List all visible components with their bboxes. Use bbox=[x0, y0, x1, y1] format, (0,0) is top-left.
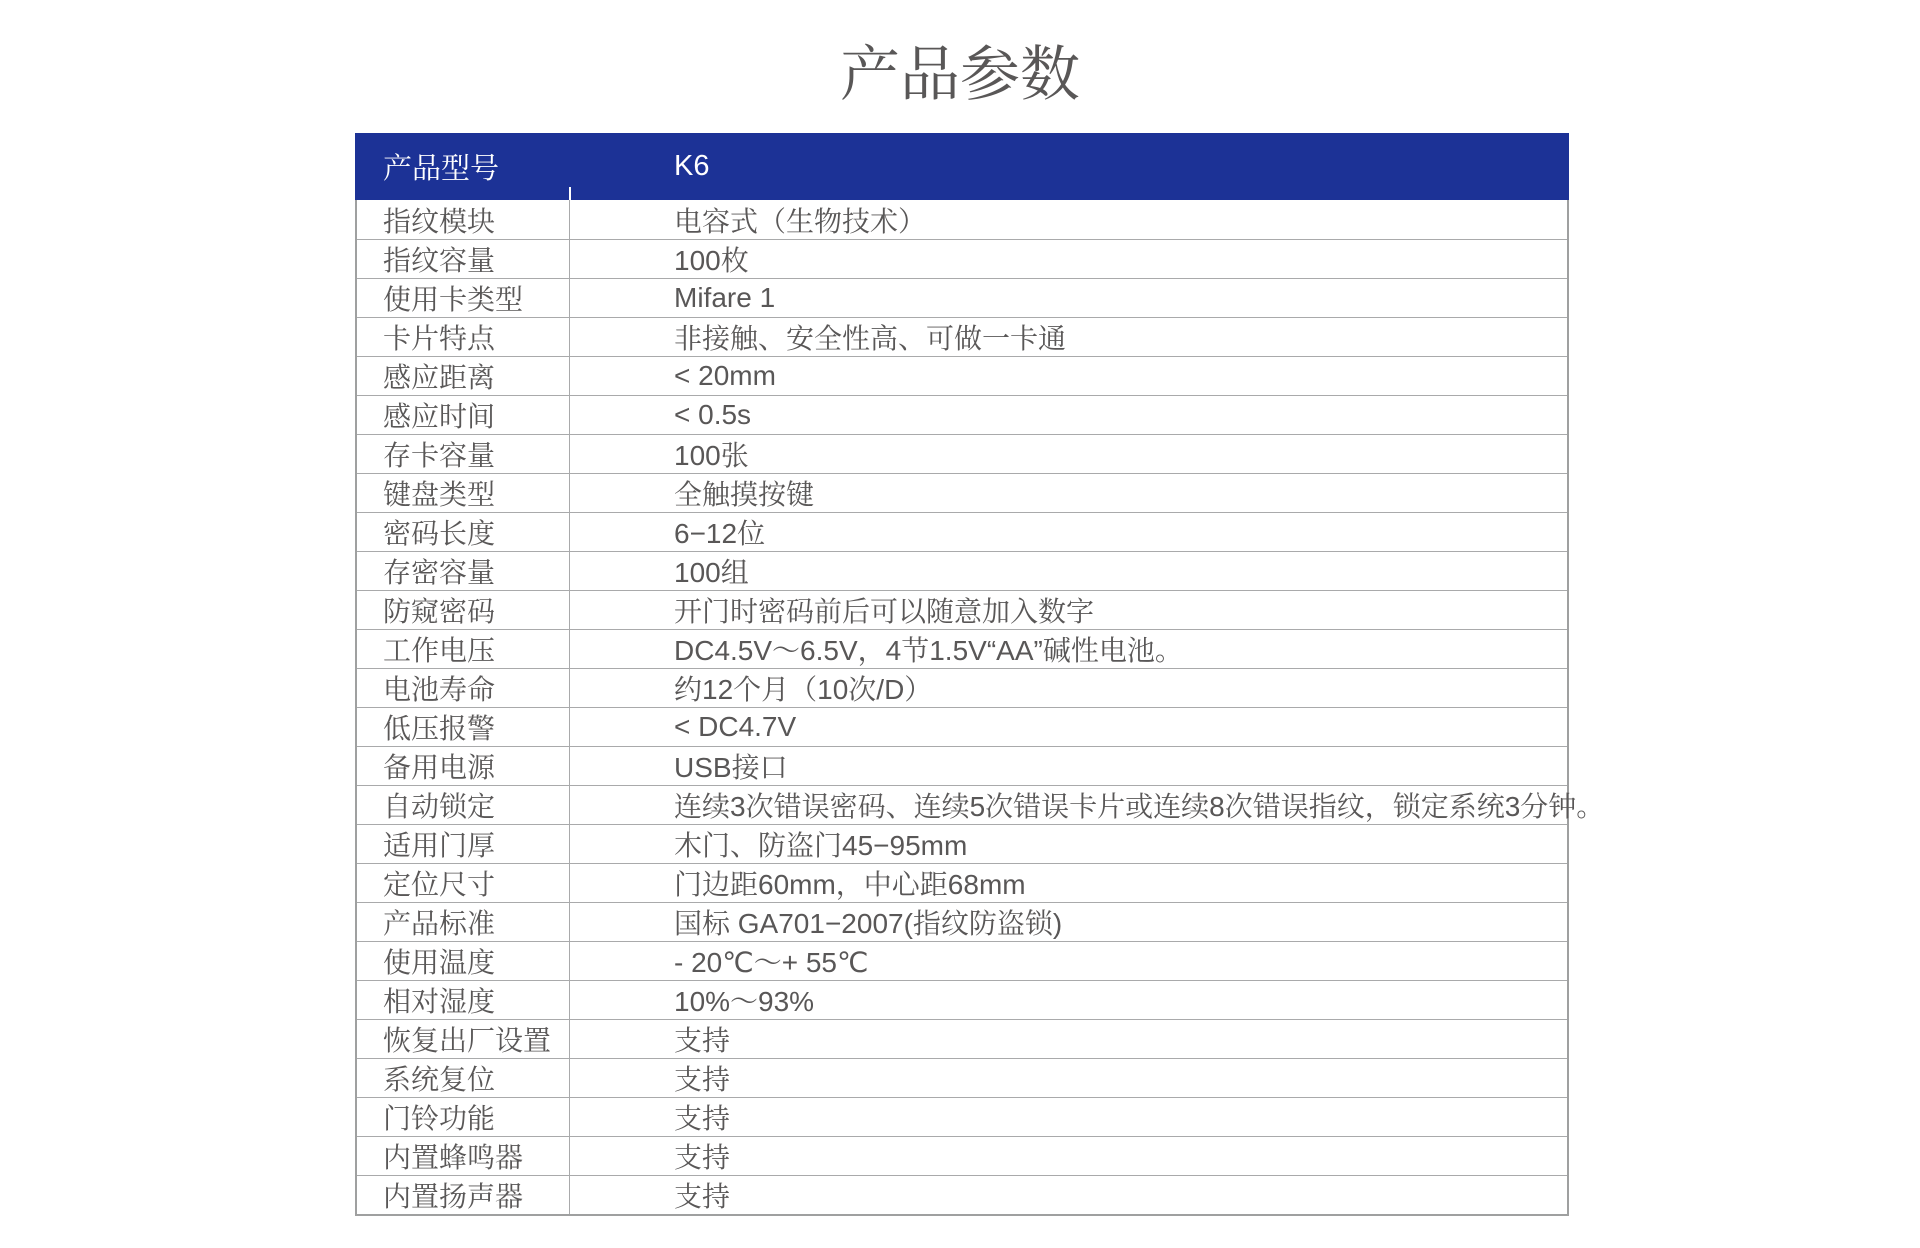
table-row bbox=[357, 668, 1567, 707]
table-row bbox=[357, 824, 1567, 863]
table-row bbox=[357, 1058, 1567, 1097]
spec-value-cell: USB接口 bbox=[674, 752, 788, 783]
spec-name-cell: 备用电源 bbox=[357, 747, 570, 785]
spec-name-cell: 电池寿命 bbox=[357, 669, 570, 707]
spec-name-cell: 自动锁定 bbox=[357, 786, 570, 824]
spec-table-body bbox=[355, 200, 1605, 1216]
table-row bbox=[357, 278, 1567, 317]
table-row bbox=[357, 707, 1567, 746]
table-row bbox=[357, 512, 1567, 551]
spec-value-cell: 木门、防盗门45−95mm bbox=[674, 830, 968, 861]
spec-table bbox=[355, 133, 1605, 1216]
table-row bbox=[357, 1136, 1567, 1175]
spec-name-cell: 感应时间 bbox=[357, 396, 570, 434]
table-row bbox=[357, 200, 1567, 239]
spec-value-cell: - 20℃～+ 55℃ bbox=[674, 947, 869, 978]
spec-name-cell: 适用门厚 bbox=[357, 825, 570, 863]
spec-name-cell: 存卡容量 bbox=[357, 435, 570, 473]
spec-value-cell: < 20mm bbox=[674, 360, 776, 391]
table-row bbox=[357, 785, 1605, 824]
table-row bbox=[357, 902, 1567, 941]
spec-value-cell: Mifare 1 bbox=[674, 282, 776, 313]
spec-value-cell: 电容式（生物技术） bbox=[674, 205, 927, 237]
spec-value-cell: 全触摸按键 bbox=[674, 479, 815, 510]
table-row bbox=[357, 590, 1567, 629]
spec-value-cell: 非接触、安全性高、可做一卡通 bbox=[674, 323, 1067, 354]
spec-name-cell: 指纹模块 bbox=[357, 200, 570, 239]
spec-value-cell: DC4.5V～6.5V，4节1.5V“AA”碱性电池。 bbox=[674, 635, 1183, 666]
table-row bbox=[357, 317, 1567, 356]
product-model-label: 产品型号 bbox=[383, 153, 500, 185]
table-row bbox=[357, 863, 1567, 902]
table-row bbox=[357, 1097, 1567, 1136]
spec-value-cell: 100组 bbox=[674, 557, 749, 588]
product-model-value: K6 bbox=[674, 150, 710, 182]
table-row bbox=[357, 434, 1567, 473]
spec-value-cell: 国标 GA701−2007(指纹防盗锁) bbox=[674, 908, 1063, 939]
page-title: 产品参数 bbox=[840, 41, 1080, 108]
spec-value-cell: < DC4.7V bbox=[674, 711, 797, 742]
spec-value-cell: 门边距60mm，中心距68mm bbox=[674, 869, 1026, 900]
spec-name-cell: 定位尺寸 bbox=[357, 864, 570, 902]
spec-name-cell: 存密容量 bbox=[357, 552, 570, 590]
spec-value-cell: 支持 bbox=[674, 1103, 731, 1134]
spec-name-cell: 内置蜂鸣器 bbox=[357, 1137, 570, 1175]
spec-name-cell: 键盘类型 bbox=[357, 474, 570, 512]
spec-name-cell: 内置扬声器 bbox=[357, 1176, 570, 1214]
table-row bbox=[357, 746, 1567, 785]
spec-name-cell: 感应距离 bbox=[357, 357, 570, 395]
spec-name-cell: 产品标准 bbox=[357, 903, 570, 941]
table-row bbox=[357, 239, 1567, 278]
table-row bbox=[357, 1175, 1567, 1214]
spec-value-cell: 开门时密码前后可以随意加入数字 bbox=[674, 596, 1095, 627]
table-row bbox=[357, 1019, 1567, 1058]
spec-name-cell: 使用卡类型 bbox=[357, 279, 570, 317]
spec-name-cell: 卡片特点 bbox=[357, 318, 570, 356]
spec-name-cell: 相对湿度 bbox=[357, 981, 570, 1019]
table-row bbox=[357, 473, 1567, 512]
spec-name-cell: 使用温度 bbox=[357, 942, 570, 980]
spec-name-cell: 指纹容量 bbox=[357, 240, 570, 278]
table-row bbox=[357, 980, 1567, 1019]
spec-name-cell: 工作电压 bbox=[357, 630, 570, 668]
spec-name-cell: 恢复出厂设置 bbox=[357, 1020, 570, 1058]
spec-value-cell: 支持 bbox=[674, 1181, 731, 1212]
table-row bbox=[357, 941, 1567, 980]
spec-value-cell: 100枚 bbox=[674, 245, 749, 276]
table-row bbox=[357, 551, 1567, 590]
spec-table-header-row bbox=[355, 133, 1569, 200]
spec-value-cell: 约12个月（10次/D） bbox=[674, 674, 933, 705]
table-row bbox=[357, 629, 1567, 668]
spec-name-cell: 低压报警 bbox=[357, 708, 570, 746]
spec-name-cell: 门铃功能 bbox=[357, 1098, 570, 1136]
spec-value-cell: 100张 bbox=[674, 440, 749, 471]
spec-value-cell: 10%～93% bbox=[674, 986, 815, 1017]
spec-name-cell: 防窥密码 bbox=[357, 591, 570, 629]
spec-name-cell: 密码长度 bbox=[357, 513, 570, 551]
spec-value-cell: 6−12位 bbox=[674, 518, 766, 549]
table-row bbox=[357, 395, 1567, 434]
table-row bbox=[357, 356, 1567, 395]
spec-value-cell: 连续3次错误密码、连续5次错误卡片或连续8次错误指纹，锁定系统3分钟。 bbox=[674, 791, 1605, 822]
spec-value-cell: 支持 bbox=[674, 1064, 731, 1095]
spec-name-cell: 系统复位 bbox=[357, 1059, 570, 1097]
spec-value-cell: 支持 bbox=[674, 1142, 731, 1173]
spec-value-cell: 支持 bbox=[674, 1025, 731, 1056]
spec-value-cell: < 0.5s bbox=[674, 399, 752, 430]
